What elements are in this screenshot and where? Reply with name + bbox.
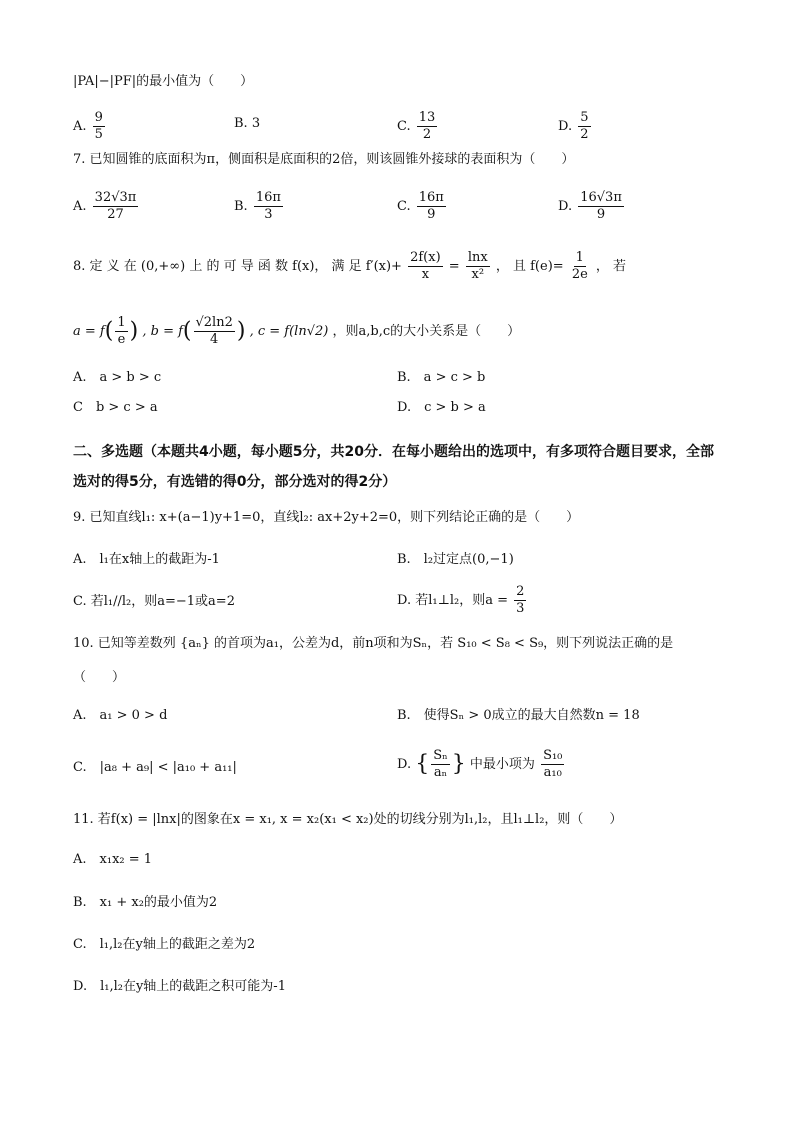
q8-stem-line2: a = f( $\frac{1}{e}$ ) , b = f( $\frac{√2\ln 2}{4}$ ) , c = f(ln√2) ，则a,b,c的大小关系是（ ） — [73, 315, 521, 347]
q7-option-b: B. $\frac{16\pi}{3}$ — [234, 190, 281, 222]
q7-option-a: A. $\frac{32√3\pi}{27}$ — [73, 190, 137, 222]
q11-option-a: A. x₁x₂ = 1 — [73, 852, 153, 867]
q7-option-c: C. $\frac{16\pi}{9}$ — [397, 190, 444, 222]
q8-stem-line1: 8. 定 义 在 (0,+∞) 上 的 可 导 函 数 f(x)， 满 足 f′(x)+ $\frac{2f(x)}{x}$ = $\frac{\ln x}{\text{x²}}$ ， 且 f(e)= $\frac{1}{2e}$ ， 若 — [73, 250, 627, 282]
q11-stem: 11. 若f(x) = |lnx|的图象在x = x₁, x = x₂(x₁ < x₂)处的切线分别为l₁,l₂，且l₁⊥l₂，则（ ） — [73, 812, 623, 827]
q6-option-b: B. 3 — [234, 116, 261, 131]
q10-option-c: C. |a₈ + a₉| < |a₁₀ + a₁₁| — [73, 760, 237, 775]
q10-option-a: A. a₁ > 0 > d — [73, 708, 168, 723]
q10-option-b: B. 使得Sₙ > 0成立的最大自然数n = 18 — [397, 708, 640, 723]
q9-option-a: A. l₁在x轴上的截距为-1 — [73, 552, 220, 567]
section-heading-multiple-choice: 二、多选题（本题共4小题，每小题5分，共20分．在每小题给出的选项中，有多项符合题目要求，全部选对的得5分，有选错的得0分，部分选对的得2分） — [73, 444, 714, 490]
q6-stem-tail: |PA|−|PF|的最小值为（ ） — [73, 74, 254, 89]
q9-option-b: B. l₂过定点(0,−1) — [397, 552, 514, 567]
q6-option-a: A. $\frac{9}{5}$ — [73, 110, 103, 142]
q7-option-d: D. $\frac{16√3\pi}{9}$ — [558, 190, 622, 222]
q11-option-b: B. x₁ + x₂的最小值为2 — [73, 895, 218, 910]
q7-stem: 7. 已知圆锥的底面积为π，侧面积是底面积的2倍，则该圆锥外接球的表面积为（ ） — [73, 152, 575, 167]
q9-stem: 9. 已知直线l₁: x+(a−1)y+1=0，直线l₂: ax+2y+2=0，则下列结论正确的是（ ） — [73, 510, 580, 525]
q10-stem-bracket: （ ） — [73, 670, 126, 685]
fraction: $\frac{9}{5}$ — [94, 110, 103, 142]
q10-option-d: D. { $\frac{\text{Sₙ}}{\text{aₙ}}$ } 中最小项为 $\frac{\text{S₁₀}}{\text{a₁₀}}$ — [397, 748, 563, 780]
q6-option-d: D. $\frac{5}{2}$ — [558, 110, 589, 142]
q10-stem: 10. 已知等差数列 {aₙ} 的首项为a₁，公差为d，前n项和为Sₙ，若 S₁₀ < S₈ < S₉，则下列说法正确的是 — [73, 636, 674, 651]
q8-option-b: B. a > c > b — [397, 370, 486, 385]
q9-option-d: D. 若l₁⊥l₂，则a = $\frac{2}{3}$ — [397, 584, 525, 616]
q8-option-d: D. c > b > a — [397, 400, 486, 415]
q11-option-d: D. l₁,l₂在y轴上的截距之积可能为-1 — [73, 979, 286, 994]
q8-option-c: C b > c > a — [73, 400, 158, 415]
q6-option-c: C. $\frac{13}{2}$ — [397, 110, 436, 142]
q9-option-c: C. 若l₁//l₂，则a=−1或a=2 — [73, 594, 235, 609]
q11-option-c: C. l₁,l₂在y轴上的截距之差为2 — [73, 937, 256, 952]
q8-option-a: A. a > b > c — [73, 370, 162, 385]
